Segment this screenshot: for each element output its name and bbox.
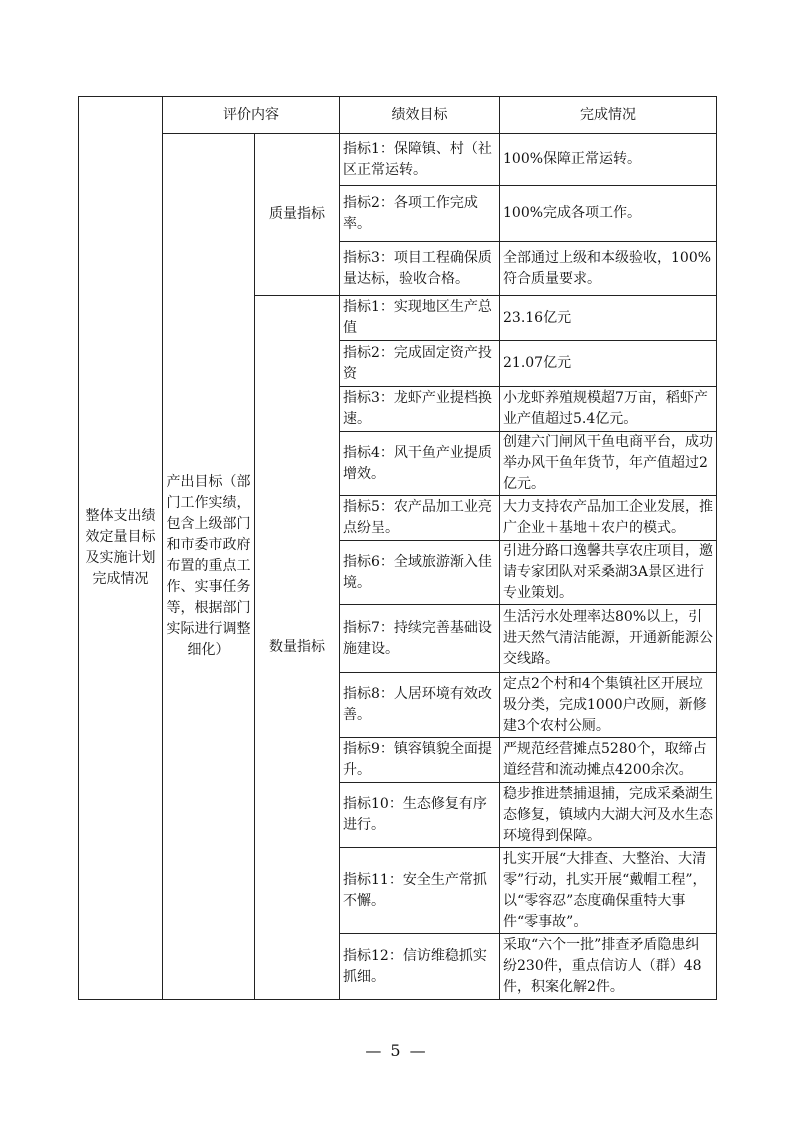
quantity-result-8: 定点2个村和4个集镇社区开展垃圾分类，完成1000户改厕，新修建3个农村公厕。 [500, 673, 717, 738]
quantity-result-5: 大力支持农产品加工企业发展，推广企业＋基地＋农户的模式。 [500, 496, 717, 541]
header-target: 绩效目标 [340, 97, 500, 134]
quantity-result-6: 引进分路口逸馨共享农庄项目，邀请专家团队对采桑湖3A景区进行专业策划。 [500, 541, 717, 605]
quality-target-2: 指标2：各项工作完成率。 [340, 186, 500, 242]
quantity-result-10: 稳步推进禁捕退捕，完成采桑湖生态修复，镇域内大湖大河及水生态环境得到保障。 [500, 783, 717, 848]
header-result: 完成情况 [500, 97, 717, 134]
quantity-result-2: 21.07亿元 [500, 341, 717, 387]
quantity-indicator-label: 数量指标 [255, 296, 340, 1000]
output-goal-cell [163, 134, 255, 1000]
quantity-result-11: 扎实开展“大排查、大整治、大清零”行动，扎实开展“戴帽工程”，以“零容忍”态度确保重特大事件“零事故”。 [500, 848, 717, 934]
quantity-target-9: 指标9：镇容镇貌全面提升。 [340, 738, 500, 783]
quality-target-1: 指标1：保障镇、村（社区正常运转。 [340, 134, 500, 186]
quantity-target-12: 指标12：信访维稳抓实抓细。 [340, 934, 500, 1000]
section-label-cell [79, 97, 163, 1000]
quality-result-2: 100%完成各项工作。 [500, 186, 717, 242]
quantity-result-7: 生活污水处理率达80%以上，引进天然气清洁能源，开通新能源公交线路。 [500, 605, 717, 673]
quantity-result-9: 严规范经营摊点5280个，取缔占道经营和流动摊点4200余次。 [500, 738, 717, 783]
header-content: 评价内容 [163, 97, 340, 134]
quantity-result-1: 23.16亿元 [500, 296, 717, 341]
quantity-target-2: 指标2：完成固定资产投资 [340, 341, 500, 387]
quantity-target-4: 指标4：风干鱼产业提质增效。 [340, 432, 500, 496]
output-goal-label: 产出目标（部门工作实绩，包含上级部门和市委市政府布置的重点工作、实事任务等，根据部门实际进行调整细化） [166, 474, 251, 658]
quantity-target-7: 指标7：持续完善基础设施建设。 [340, 605, 500, 673]
quantity-target-8: 指标8：人居环境有效改善。 [340, 673, 500, 738]
quality-indicator-label: 质量指标 [255, 134, 340, 296]
quantity-target-5: 指标5：农产品加工业亮点纷呈。 [340, 496, 500, 541]
quality-result-3: 全部通过上级和本级验收，100%符合质量要求。 [500, 242, 717, 296]
quality-target-3: 指标3：项目工程确保质量达标，验收合格。 [340, 242, 500, 296]
quantity-target-6: 指标6：全域旅游渐入佳境。 [340, 541, 500, 605]
quantity-target-10: 指标10：生态修复有序进行。 [340, 783, 500, 848]
quantity-target-1: 指标1：实现地区生产总值 [340, 296, 500, 341]
quality-result-1: 100%保障正常运转。 [500, 134, 717, 186]
quantity-target-11: 指标11：安全生产常抓不懈。 [340, 848, 500, 934]
page-number: — 5 — [365, 1041, 428, 1060]
quantity-target-3: 指标3：龙虾产业提档换速。 [340, 387, 500, 432]
performance-table [78, 96, 717, 1000]
section-label: 整体支出绩效定量目标及实施计划完成情况 [85, 508, 156, 587]
quantity-result-4: 创建六门闸风干鱼电商平台，成功举办风干鱼年货节，年产值超过2亿元。 [500, 432, 717, 496]
quantity-result-3: 小龙虾养殖规模超7万亩，稻虾产业产值超过5.4亿元。 [500, 387, 717, 432]
quantity-result-12: 采取“六个一批”排查矛盾隐患纠纷230件，重点信访人（群）48件，积案化解2件。 [500, 934, 717, 1000]
